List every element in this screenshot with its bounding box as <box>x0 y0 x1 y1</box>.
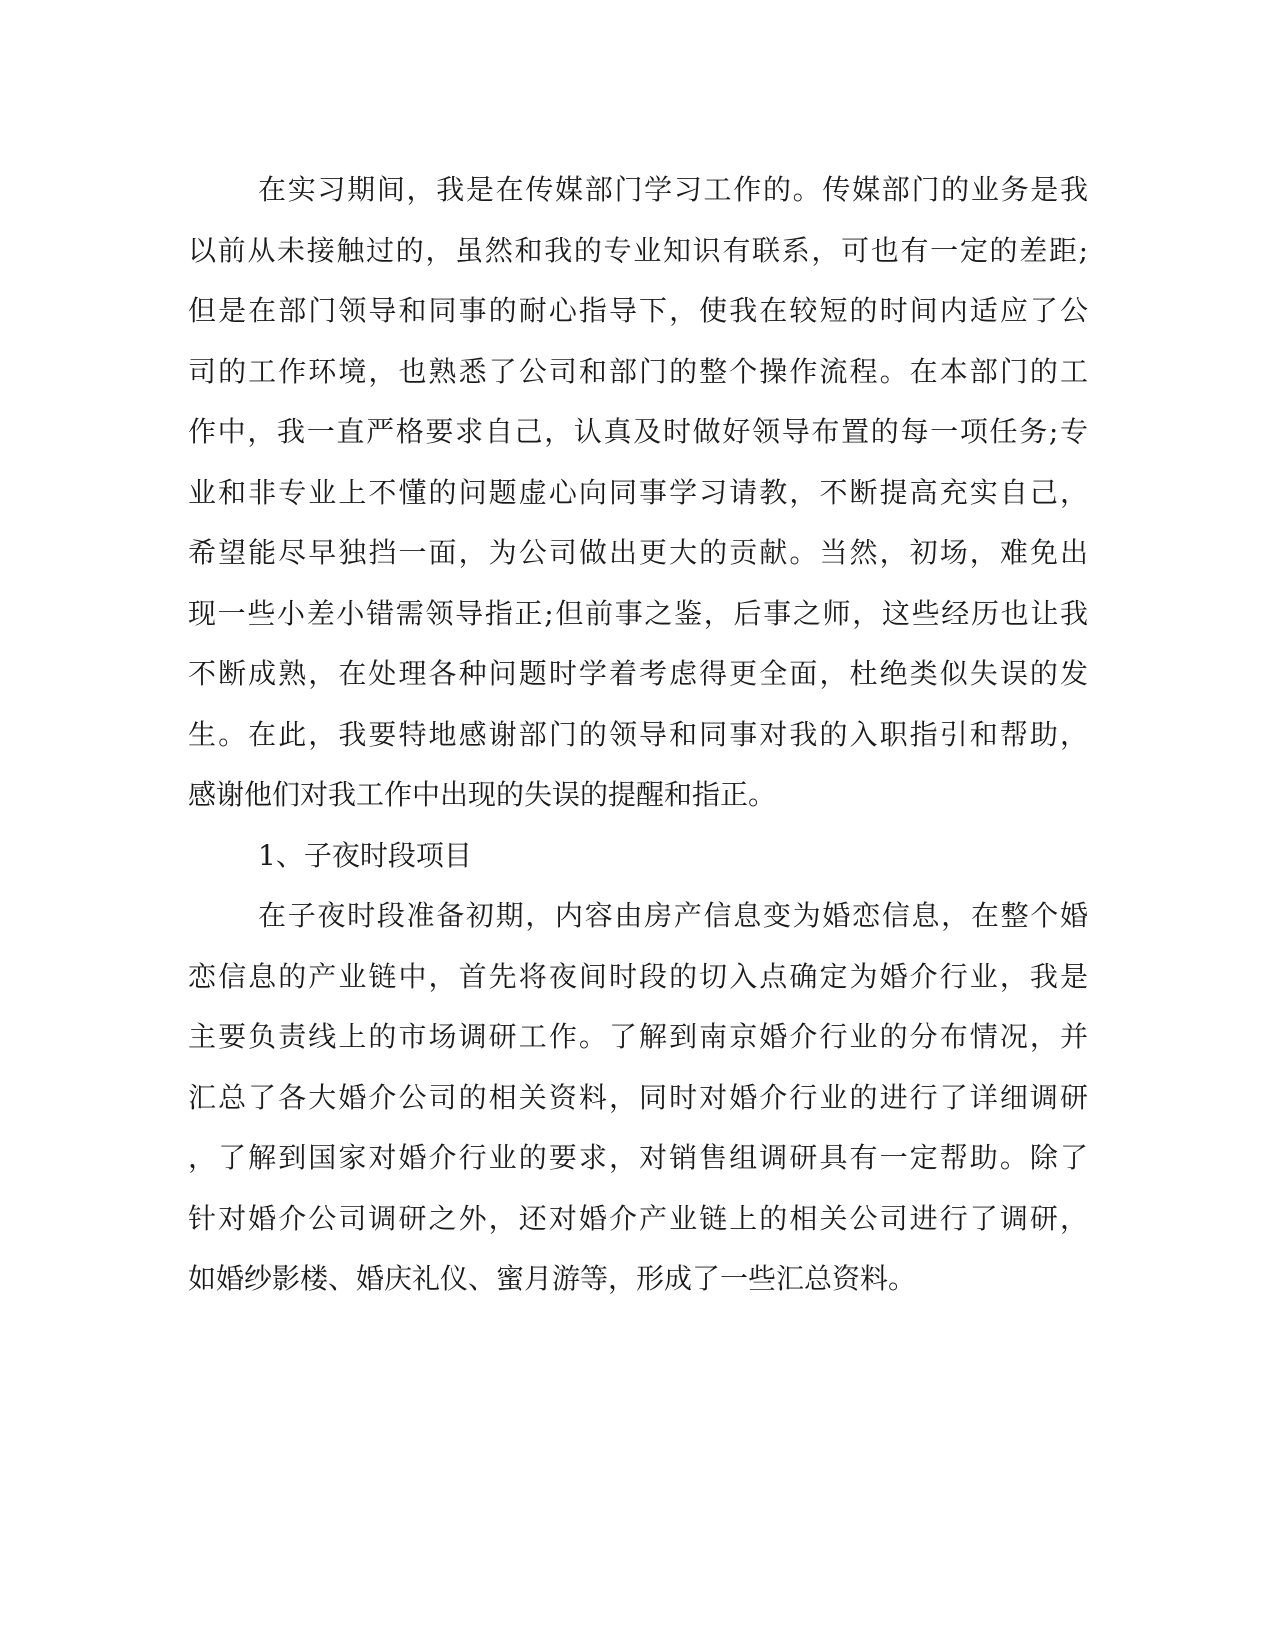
text-line: 在子夜时段准备初期，内容由房产信息变为婚恋信息，在整个婚 <box>258 899 1088 932</box>
text-line: 主要负责线上的市场调研工作。了解到南京婚介行业的分布情况，并 <box>188 1020 1088 1053</box>
text-line: 感谢他们对我工作中出现的失误的提醒和指正。 <box>188 778 777 811</box>
text-line: 汇总了各大婚介公司的相关资料，同时对婚介行业的进行了详细调研 <box>188 1080 1088 1114</box>
text-line: ，了解到国家对婚介行业的要求，对销售组调研具有一定帮助。除了 <box>188 1141 1088 1174</box>
text-line: 现一些小差小错需领导指正;但前事之鉴，后事之师，这些经历也让我 <box>188 596 1088 630</box>
text-line: 作中，我一直严格要求自己，认真及时做好领导布置的每一项任务;专 <box>188 415 1088 448</box>
section-heading: 1、子夜时段项目 <box>258 838 472 872</box>
text-line: 不断成熟，在处理各种问题时学着考虑得更全面，杜绝类似失误的发 <box>188 657 1088 690</box>
text-line: 但是在部门领导和同事的耐心指导下，使我在较短的时间内适应了公 <box>188 294 1088 327</box>
text-line: 以前从未接触过的，虽然和我的专业知识有联系，可也有一定的差距; <box>188 233 1088 267</box>
text-line: 司的工作环境，也熟悉了公司和部门的整个操作流程。在本部门的工 <box>188 354 1088 388</box>
text-line: 业和非专业上不懂的问题虚心向同事学习请教，不断提高充实自己， <box>188 475 1088 509</box>
text-line: 针对婚介公司调研之外，还对婚介产业链上的相关公司进行了调研， <box>188 1201 1088 1235</box>
text-line: 如婚纱影楼、婚庆礼仪、蜜月游等，形成了一些汇总资料。 <box>188 1262 917 1295</box>
text-line: 希望能尽早独挡一面，为公司做出更大的贡献。当然，初场，难免出 <box>188 536 1088 569</box>
text-line: 生。在此，我要特地感谢部门的领导和同事对我的入职指引和帮助， <box>188 717 1088 751</box>
text-line: 在实习期间，我是在传媒部门学习工作的。传媒部门的业务是我 <box>258 173 1088 206</box>
text-line: 恋信息的产业链中，首先将夜间时段的切入点确定为婚介行业，我是 <box>188 959 1088 993</box>
document-body <box>188 160 1088 1310</box>
